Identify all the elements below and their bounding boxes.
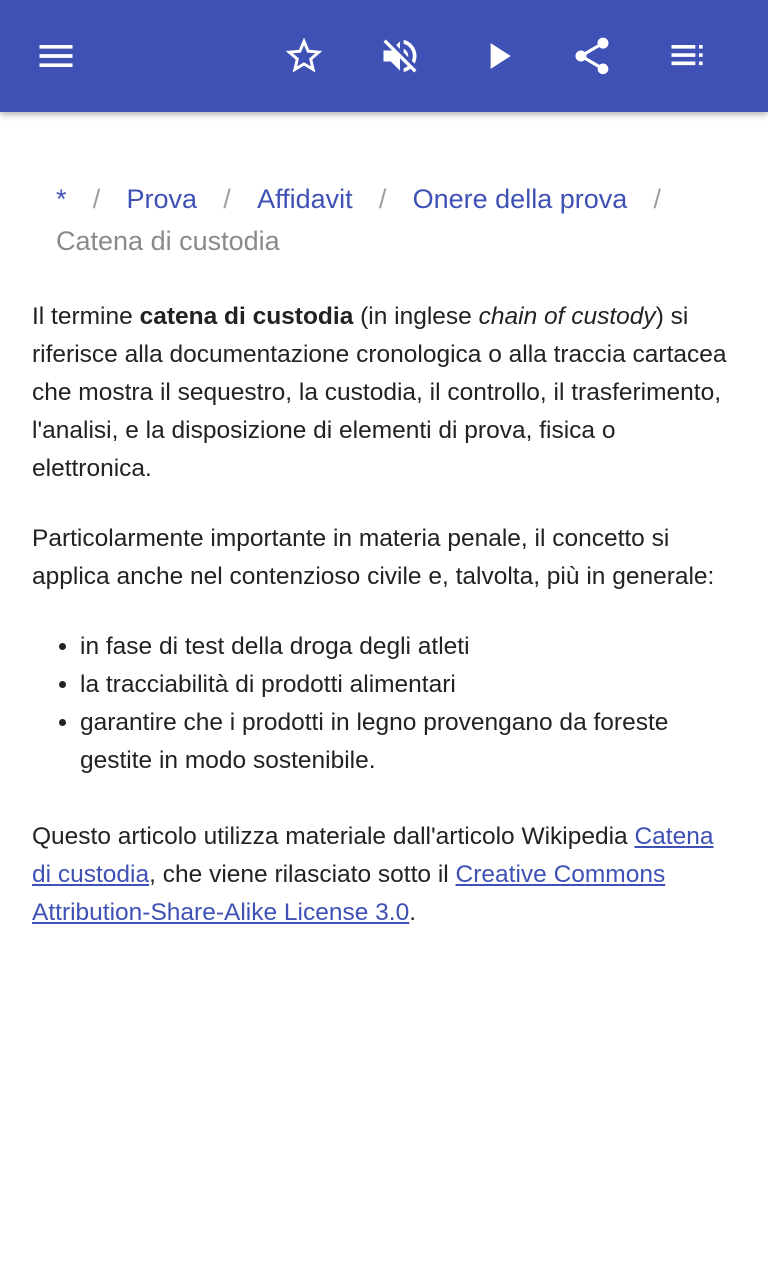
license-link[interactable]: Creative Commons Attribution-Share-Alike License 3.0 xyxy=(32,861,666,926)
app-bar xyxy=(0,0,768,112)
volume-off-icon xyxy=(378,34,422,78)
text-span: Il termine xyxy=(32,303,140,330)
breadcrumb-separator: / xyxy=(378,184,387,214)
breadcrumb-separator: / xyxy=(92,184,101,214)
breadcrumb-link-onere[interactable]: Onere della prova xyxy=(412,184,628,214)
term-bold: catena di custodia xyxy=(139,303,354,330)
breadcrumb-current: Catena di custodia xyxy=(56,226,280,256)
context-paragraph: Particolarmente importante in materia penale, il concetto si applica anche nel contenzioso civile e, talvolta, più in generale: xyxy=(32,525,715,590)
intro-paragraph xyxy=(32,298,732,488)
play-icon xyxy=(476,34,520,78)
contents-button[interactable] xyxy=(656,24,720,88)
breadcrumb-separator: / xyxy=(653,184,662,214)
text-span: . xyxy=(409,899,417,926)
breadcrumb-link-prova[interactable]: Prova xyxy=(126,184,198,214)
menu-button[interactable] xyxy=(24,24,88,88)
bookmark-button[interactable] xyxy=(272,24,336,88)
list-item: • garantire che i prodotti in legno provengano da foreste gestite in modo sostenibile. xyxy=(80,704,732,780)
breadcrumb xyxy=(56,178,736,262)
breadcrumb-separator: / xyxy=(223,184,231,214)
mute-button[interactable] xyxy=(368,24,432,88)
text-span: ) si riferisce alla documentazione cronologica o alla traccia cartacea che mostra il sequestro, la custodia, il controllo, il trasferimento, l'analisi, e la disposizione di elementi di prova, fisica o elettronica. xyxy=(32,303,727,482)
list-item: • la tracciabilità di prodotti alimentari xyxy=(80,666,732,704)
playlist-icon xyxy=(666,34,710,78)
text-span: , che viene rilasciato sotto il xyxy=(149,861,456,888)
menu-icon xyxy=(34,34,78,78)
wikipedia-article-link[interactable]: Catena di custodia xyxy=(32,823,714,888)
text-span: Questo articolo utilizza materiale dall'articolo Wikipedia xyxy=(32,823,635,850)
star-outline-icon xyxy=(282,34,326,78)
text-span: (in inglese xyxy=(353,303,479,330)
attribution-paragraph xyxy=(32,818,732,932)
term-english: chain of custody xyxy=(478,303,656,330)
list-item: • in fase di test della droga degli atleti xyxy=(80,628,732,666)
breadcrumb-link-root[interactable]: * xyxy=(56,184,67,214)
share-button[interactable] xyxy=(560,24,624,88)
play-button[interactable] xyxy=(466,24,530,88)
usage-list xyxy=(32,628,732,780)
article-body xyxy=(32,298,732,964)
share-icon xyxy=(570,34,614,78)
breadcrumb-link-affidavit[interactable]: Affidavit xyxy=(257,184,353,214)
